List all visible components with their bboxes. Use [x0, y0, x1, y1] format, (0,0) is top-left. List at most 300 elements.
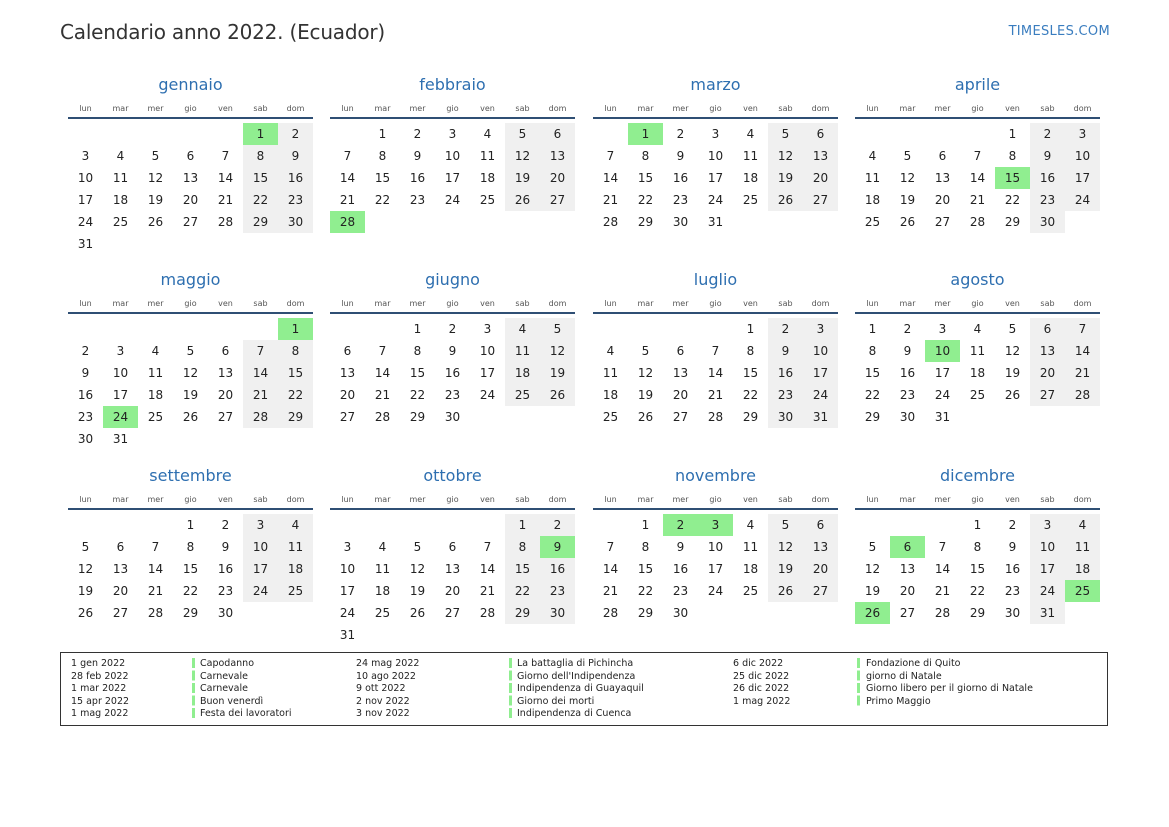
legend-names-column — [200, 658, 292, 721]
day-cell: 14 — [707, 366, 724, 380]
day-cell: 14 — [934, 562, 951, 576]
weekday-label: dom — [286, 299, 305, 308]
day-cell: 9 — [676, 540, 685, 554]
day-cell: 28 — [934, 606, 951, 620]
day-cell: 8 — [973, 540, 982, 554]
weekday-label: gio — [184, 299, 197, 308]
day-cell: 12 — [899, 171, 916, 185]
empty-day-cell — [208, 318, 243, 340]
day-cell: 26 — [637, 410, 654, 424]
day-cell: 13 — [112, 562, 129, 576]
empty-day-cell — [890, 514, 925, 536]
day-cell: 9 — [448, 344, 457, 358]
day-cell: 28 — [707, 410, 724, 424]
day-cell: 28 — [243, 406, 278, 428]
day-cell: 19 — [505, 167, 540, 189]
day-cell: 4 — [973, 322, 982, 336]
day-cell: 7 — [483, 540, 492, 554]
day-cell: 9 — [1030, 145, 1065, 167]
weekday-label: ven — [480, 495, 495, 504]
weekday-header — [330, 295, 575, 314]
day-cell: 12 — [182, 366, 199, 380]
day-cell: 2 — [448, 322, 457, 336]
month-name: dicembre — [939, 466, 1016, 485]
day-cell: 2 — [278, 123, 313, 145]
day-cell: 11 — [602, 366, 619, 380]
legend-holiday-name: giorno di Natale — [866, 670, 942, 682]
empty-day-cell — [593, 318, 628, 340]
day-cell: 25 — [969, 388, 986, 402]
legend-holiday-name: Indipendenza di Guayaquil — [517, 683, 644, 694]
day-cell: 17 — [707, 562, 724, 576]
day-cell: 12 — [768, 145, 803, 167]
weekday-header — [855, 100, 1100, 119]
day-cell: 16 — [409, 171, 426, 185]
day-cell: 8 — [413, 344, 422, 358]
legend-marker-bar — [192, 658, 195, 718]
day-cell: 24 — [444, 193, 461, 207]
day-cell: 8 — [378, 149, 387, 163]
weekday-label: mer — [409, 104, 426, 113]
weekday-label: ven — [218, 104, 233, 113]
weekday-label: lun — [866, 299, 879, 308]
day-cell: 10 — [112, 366, 129, 380]
day-cell: 1 — [413, 322, 422, 336]
day-cell: 23 — [278, 189, 313, 211]
day-cell: 16 — [77, 388, 94, 402]
weekday-label: dom — [1073, 299, 1092, 308]
weekday-label: ven — [480, 104, 495, 113]
holiday-day-cell: 26 — [855, 602, 890, 624]
day-cell: 30 — [540, 602, 575, 624]
day-cell: 23 — [672, 193, 689, 207]
day-cell: 7 — [938, 540, 947, 554]
holiday-day-cell: 1 — [278, 318, 313, 340]
day-cell: 24 — [479, 388, 496, 402]
day-cell: 11 — [374, 562, 391, 576]
day-cell: 21 — [243, 384, 278, 406]
month-name: luglio — [693, 270, 738, 289]
day-cell: 22 — [278, 384, 313, 406]
weekday-label: ven — [743, 104, 758, 113]
day-cell: 27 — [803, 189, 838, 211]
day-cell: 18 — [742, 171, 759, 185]
weekday-label: gio — [446, 495, 459, 504]
legend-holiday-name: Giorno libero per il giorno di Natale — [866, 683, 1033, 694]
day-cell: 12 — [505, 145, 540, 167]
empty-day-cell — [173, 318, 208, 340]
day-cell: 18 — [602, 388, 619, 402]
day-cell: 4 — [151, 344, 160, 358]
day-cell: 6 — [676, 344, 685, 358]
day-cell: 23 — [540, 580, 575, 602]
day-cell: 8 — [641, 540, 650, 554]
day-cell: 11 — [278, 536, 313, 558]
month-name: settembre — [149, 466, 232, 485]
legend-holiday-name: Buon venerdì — [200, 695, 264, 707]
day-cell: 24 — [803, 384, 838, 406]
day-cell: 18 — [864, 193, 881, 207]
day-cell: 31 — [77, 237, 94, 251]
holiday-legend — [60, 652, 1108, 726]
day-cell: 14 — [602, 171, 619, 185]
month-name: agosto — [950, 270, 1005, 289]
day-cell: 14 — [969, 171, 986, 185]
day-cell: 10 — [1030, 536, 1065, 558]
day-cell: 28 — [374, 410, 391, 424]
weekday-label: mer — [934, 104, 951, 113]
day-cell: 21 — [374, 388, 391, 402]
day-cell: 17 — [707, 171, 724, 185]
day-cell: 17 — [444, 171, 461, 185]
month-dicembre — [855, 465, 1100, 624]
day-cell: 28 — [602, 606, 619, 620]
weekday-label: dom — [548, 299, 567, 308]
day-grid — [330, 123, 575, 233]
day-cell: 6 — [343, 344, 352, 358]
weekday-header — [330, 491, 575, 510]
weekday-label: dom — [811, 104, 830, 113]
month-name: gennaio — [158, 75, 223, 94]
legend-dates-column — [71, 658, 129, 721]
empty-day-cell — [960, 123, 995, 145]
weekday-header — [593, 491, 838, 510]
day-cell: 6 — [221, 344, 230, 358]
empty-day-cell — [698, 318, 733, 340]
empty-day-cell — [663, 318, 698, 340]
weekday-label: gio — [446, 299, 459, 308]
day-cell: 13 — [444, 562, 461, 576]
weekday-label: dom — [286, 495, 305, 504]
day-cell: 22 — [374, 193, 391, 207]
day-cell: 6 — [186, 149, 195, 163]
day-cell: 27 — [672, 410, 689, 424]
day-cell: 4 — [505, 318, 540, 340]
holiday-day-cell: 15 — [995, 167, 1030, 189]
day-cell: 19 — [768, 558, 803, 580]
weekday-label: lun — [341, 299, 354, 308]
day-cell: 4 — [116, 149, 125, 163]
day-cell: 27 — [1030, 384, 1065, 406]
weekday-label: mar — [899, 495, 916, 504]
day-cell: 23 — [768, 384, 803, 406]
weekday-header — [68, 100, 313, 119]
day-cell: 9 — [413, 149, 422, 163]
weekday-header — [593, 100, 838, 119]
day-cell: 11 — [969, 344, 986, 358]
day-cell: 3 — [116, 344, 125, 358]
legend-holiday-name: Fondazione di Quito — [866, 658, 961, 669]
weekday-label: lun — [79, 495, 92, 504]
day-cell: 11 — [147, 366, 164, 380]
weekday-label: dom — [286, 104, 305, 113]
weekday-label: lun — [79, 104, 92, 113]
day-cell: 21 — [1065, 362, 1100, 384]
day-cell: 24 — [77, 215, 94, 229]
brand-link[interactable]: TIMESLES.COM — [1008, 24, 1110, 39]
day-cell: 29 — [637, 215, 654, 229]
day-cell: 27 — [112, 606, 129, 620]
day-cell: 19 — [147, 193, 164, 207]
day-cell: 24 — [707, 584, 724, 598]
legend-holiday-name: Giorno dell'Indipendenza — [517, 670, 636, 682]
day-cell: 12 — [77, 562, 94, 576]
weekday-label: mar — [112, 299, 129, 308]
legend-date: 2 nov 2022 — [356, 695, 410, 707]
day-cell: 8 — [641, 149, 650, 163]
holiday-day-cell: 24 — [103, 406, 138, 428]
day-cell: 27 — [217, 410, 234, 424]
month-febbraio — [330, 74, 575, 233]
day-cell: 7 — [711, 344, 720, 358]
day-cell: 20 — [1030, 362, 1065, 384]
day-cell: 7 — [151, 540, 160, 554]
holiday-day-cell: 1 — [243, 123, 278, 145]
day-cell: 9 — [768, 340, 803, 362]
weekday-label: mer — [934, 299, 951, 308]
day-cell: 17 — [77, 193, 94, 207]
weekday-label: ven — [218, 495, 233, 504]
weekday-label: dom — [548, 495, 567, 504]
weekday-label: lun — [604, 299, 617, 308]
day-cell: 2 — [1008, 518, 1017, 532]
day-cell: 19 — [540, 362, 575, 384]
day-cell: 25 — [742, 584, 759, 598]
day-cell: 7 — [606, 149, 615, 163]
legend-date: 28 feb 2022 — [71, 670, 129, 682]
day-cell: 24 — [1030, 580, 1065, 602]
day-cell: 15 — [182, 562, 199, 576]
day-cell: 22 — [1004, 193, 1021, 207]
day-cell: 23 — [444, 388, 461, 402]
weekday-label: ven — [218, 299, 233, 308]
weekday-label: gio — [709, 104, 722, 113]
day-cell: 12 — [768, 536, 803, 558]
day-cell: 26 — [505, 189, 540, 211]
day-cell: 12 — [540, 340, 575, 362]
day-cell: 30 — [444, 410, 461, 424]
day-cell: 20 — [112, 584, 129, 598]
day-cell: 25 — [112, 215, 129, 229]
day-cell: 23 — [409, 193, 426, 207]
day-cell: 4 — [483, 127, 492, 141]
day-cell: 18 — [1065, 558, 1100, 580]
day-cell: 26 — [77, 606, 94, 620]
day-grid — [855, 123, 1100, 233]
weekday-label: sab — [778, 104, 793, 113]
day-cell: 4 — [278, 514, 313, 536]
day-cell: 29 — [182, 606, 199, 620]
weekday-label: sab — [515, 299, 530, 308]
day-cell: 13 — [934, 171, 951, 185]
day-cell: 21 — [969, 193, 986, 207]
month-name: maggio — [160, 270, 221, 289]
day-cell: 16 — [278, 167, 313, 189]
empty-day-cell — [330, 123, 365, 145]
weekday-label: lun — [866, 104, 879, 113]
day-cell: 11 — [864, 171, 881, 185]
day-grid — [68, 123, 313, 255]
empty-day-cell — [925, 514, 960, 536]
day-cell: 25 — [278, 580, 313, 602]
weekday-label: mer — [672, 299, 689, 308]
weekday-label: gio — [446, 104, 459, 113]
day-cell: 30 — [1004, 606, 1021, 620]
day-cell: 19 — [77, 584, 94, 598]
month-marzo — [593, 74, 838, 233]
month-name: novembre — [674, 466, 757, 485]
day-cell: 19 — [409, 584, 426, 598]
month-ottobre — [330, 465, 575, 646]
day-cell: 1 — [746, 322, 755, 336]
day-cell: 17 — [934, 366, 951, 380]
day-grid — [68, 514, 313, 624]
day-cell: 26 — [768, 580, 803, 602]
day-cell: 2 — [81, 344, 90, 358]
month-giugno — [330, 269, 575, 428]
day-cell: 3 — [448, 127, 457, 141]
empty-day-cell — [103, 123, 138, 145]
day-cell: 26 — [899, 215, 916, 229]
month-agosto — [855, 269, 1100, 428]
day-cell: 21 — [217, 193, 234, 207]
legend-date: 6 dic 2022 — [733, 658, 784, 669]
day-cell: 26 — [1004, 388, 1021, 402]
day-cell: 23 — [77, 410, 94, 424]
day-cell: 1 — [641, 518, 650, 532]
holiday-day-cell: 2 — [663, 514, 698, 536]
weekday-header — [855, 491, 1100, 510]
day-cell: 5 — [768, 514, 803, 536]
weekday-label: sab — [253, 299, 268, 308]
empty-day-cell — [593, 514, 628, 536]
day-cell: 16 — [1030, 167, 1065, 189]
day-cell: 6 — [803, 123, 838, 145]
legend-date: 10 ago 2022 — [356, 670, 416, 682]
month-name: febbraio — [419, 75, 486, 94]
day-cell: 31 — [1030, 602, 1065, 624]
legend-date: 26 dic 2022 — [733, 683, 790, 694]
weekday-label: dom — [1073, 104, 1092, 113]
day-cell: 20 — [899, 584, 916, 598]
day-cell: 28 — [602, 215, 619, 229]
day-cell: 10 — [339, 562, 356, 576]
day-cell: 13 — [803, 536, 838, 558]
day-cell: 11 — [742, 149, 759, 163]
day-cell: 27 — [934, 215, 951, 229]
month-settembre — [68, 465, 313, 624]
day-cell: 13 — [217, 366, 234, 380]
day-cell: 5 — [413, 540, 422, 554]
day-cell: 3 — [81, 149, 90, 163]
day-cell: 20 — [217, 388, 234, 402]
weekday-label: mer — [409, 299, 426, 308]
day-grid — [855, 514, 1100, 624]
day-cell: 18 — [505, 362, 540, 384]
day-cell: 15 — [374, 171, 391, 185]
day-cell: 17 — [243, 558, 278, 580]
day-cell: 14 — [217, 171, 234, 185]
day-cell: 20 — [182, 193, 199, 207]
day-cell: 1 — [505, 514, 540, 536]
weekday-header — [68, 491, 313, 510]
day-cell: 22 — [182, 584, 199, 598]
day-cell: 27 — [899, 606, 916, 620]
day-cell: 24 — [1065, 189, 1100, 211]
day-cell: 18 — [374, 584, 391, 598]
day-cell: 28 — [217, 215, 234, 229]
day-cell: 29 — [969, 606, 986, 620]
day-cell: 11 — [505, 340, 540, 362]
day-cell: 16 — [672, 562, 689, 576]
day-cell: 2 — [221, 518, 230, 532]
day-cell: 10 — [444, 149, 461, 163]
legend-dates-column — [733, 658, 790, 708]
holiday-day-cell: 1 — [628, 123, 663, 145]
day-cell: 28 — [147, 606, 164, 620]
day-cell: 14 — [339, 171, 356, 185]
day-cell: 11 — [112, 171, 129, 185]
day-cell: 13 — [182, 171, 199, 185]
day-cell: 16 — [1004, 562, 1021, 576]
weekday-label: ven — [1005, 104, 1020, 113]
day-cell: 18 — [112, 193, 129, 207]
day-cell: 16 — [540, 558, 575, 580]
legend-holiday-name: Indipendenza di Cuenca — [517, 708, 632, 719]
month-name: giugno — [425, 270, 480, 289]
weekday-label: sab — [515, 495, 530, 504]
day-cell: 7 — [343, 149, 352, 163]
day-cell: 21 — [602, 584, 619, 598]
day-cell: 21 — [479, 584, 496, 598]
day-cell: 3 — [1065, 123, 1100, 145]
day-cell: 23 — [1004, 584, 1021, 598]
day-cell: 14 — [243, 362, 278, 384]
day-cell: 31 — [707, 215, 724, 229]
day-cell: 25 — [505, 384, 540, 406]
empty-day-cell — [855, 123, 890, 145]
day-grid — [593, 123, 838, 233]
weekday-label: lun — [79, 299, 92, 308]
empty-day-cell — [925, 123, 960, 145]
weekday-label: mar — [374, 104, 391, 113]
day-cell: 15 — [505, 558, 540, 580]
legend-holiday-name: Carnevale — [200, 683, 248, 694]
weekday-label: mer — [147, 104, 164, 113]
day-cell: 25 — [602, 410, 619, 424]
empty-day-cell — [68, 318, 103, 340]
legend-date: 1 mag 2022 — [733, 695, 791, 707]
day-cell: 9 — [221, 540, 230, 554]
weekday-label: mar — [637, 104, 654, 113]
weekday-label: dom — [811, 495, 830, 504]
weekday-label: dom — [548, 104, 567, 113]
day-cell: 8 — [746, 344, 755, 358]
day-cell: 20 — [444, 584, 461, 598]
day-cell: 15 — [864, 366, 881, 380]
day-cell: 27 — [540, 189, 575, 211]
legend-holiday-name: Carnevale — [200, 670, 248, 682]
weekday-label: lun — [866, 495, 879, 504]
day-cell: 10 — [707, 540, 724, 554]
legend-date: 1 mar 2022 — [71, 683, 127, 694]
day-cell: 23 — [1030, 189, 1065, 211]
weekday-label: mar — [374, 495, 391, 504]
day-cell: 19 — [637, 388, 654, 402]
day-cell: 15 — [278, 362, 313, 384]
day-cell: 5 — [868, 540, 877, 554]
day-cell: 21 — [147, 584, 164, 598]
